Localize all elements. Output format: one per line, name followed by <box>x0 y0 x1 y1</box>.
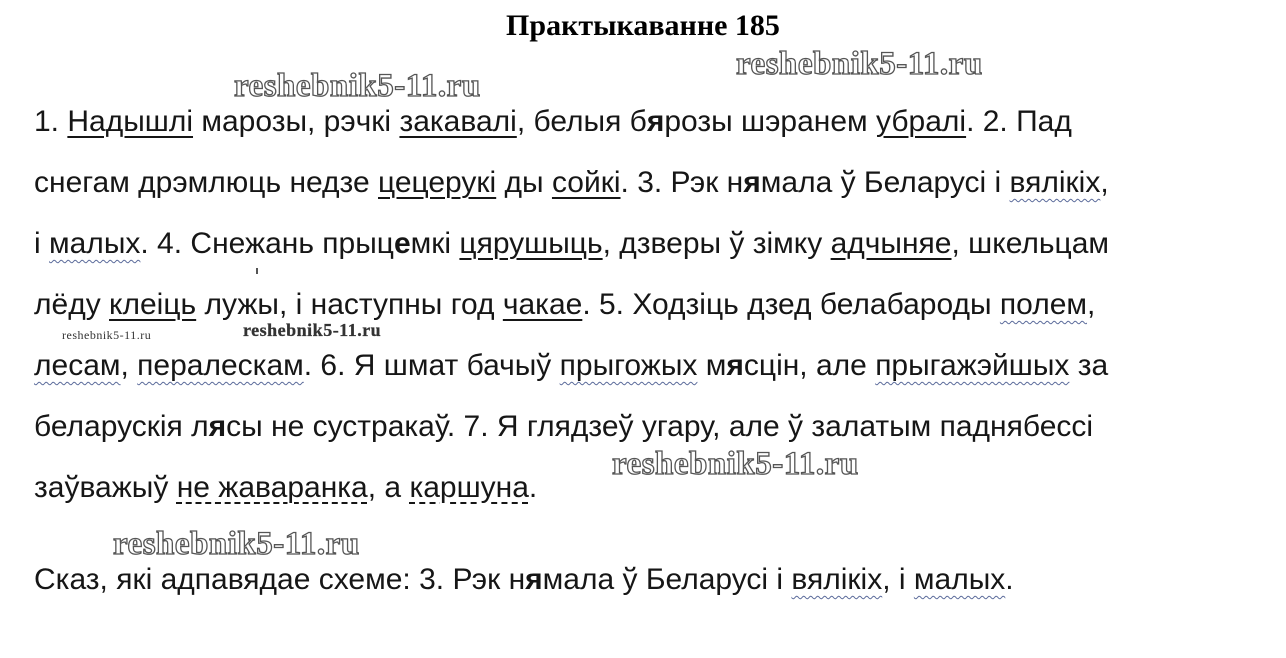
watermark: reshebnik5-11.ru <box>113 526 360 562</box>
text-segment: . 3. Рэк н <box>620 166 744 199</box>
wavy-underlined-word: малых <box>913 563 1006 596</box>
text-segment: , а <box>367 471 410 504</box>
bold-letter: я <box>646 105 665 138</box>
text-segment: марозы, рэчкі <box>193 105 400 138</box>
text-segment: . 5. Ходзіць дзед белабароды <box>582 288 1000 321</box>
text-line-5 <box>34 348 1108 384</box>
text-segment: 1. <box>34 105 68 138</box>
underlined-word: клеіць <box>109 288 197 321</box>
text-line-3 <box>34 226 1109 262</box>
wavy-underlined-word: пералескам <box>137 349 304 382</box>
text-segment: . <box>528 471 538 504</box>
text-segment: . 6. Я шмат бачыў <box>303 349 560 382</box>
bold-letter: я <box>525 563 543 596</box>
underlined-word: цярушыць <box>459 227 603 260</box>
underlined-word: чакае <box>502 288 583 321</box>
watermark: reshebnik5-11.ru <box>234 68 481 104</box>
text-segment: , белыя б <box>516 105 647 138</box>
wavy-underlined-word: лесам <box>34 349 121 382</box>
text-segment: лёду <box>34 288 110 321</box>
text-segment: , <box>1100 166 1109 199</box>
text-segment: , дзверы ў зімку <box>602 227 831 260</box>
text-segment: беларускія л <box>34 410 209 443</box>
text-segment: за <box>1069 349 1109 382</box>
underlined-word: Надышлі <box>67 105 194 138</box>
text-segment: мала ў Беларусі і <box>542 563 792 596</box>
wavy-underlined-word: вялікіх <box>1009 166 1101 199</box>
underlined-word: адчыняе <box>830 227 952 260</box>
dashed-underlined-word: каршуна <box>409 471 529 504</box>
text-segment: . 2. Пад <box>966 105 1072 138</box>
watermark: reshebnik5-11.ru <box>612 446 859 482</box>
text-segment: , і <box>882 563 914 596</box>
wavy-underlined-word: прыгажэйшых <box>875 349 1070 382</box>
text-line-6 <box>34 409 1093 445</box>
answer-line <box>34 562 1014 598</box>
text-segment: Сказ, які адпавядае схеме: 3. Рэк н <box>34 563 526 596</box>
text-segment: заўважыў <box>34 471 177 504</box>
bold-letter: я <box>726 349 744 382</box>
text-segment: лужы, і наступны год <box>196 288 503 321</box>
watermark: reshebnik5-11.ru <box>736 46 983 82</box>
wavy-underlined-word: прыгожых <box>559 349 698 382</box>
text-segment: ды <box>496 166 552 199</box>
wavy-underlined-word: полем <box>999 288 1088 321</box>
exercise-title: Практыкаванне 185 <box>506 9 780 42</box>
text-segment: мкі <box>410 227 460 260</box>
underlined-word: закавалі <box>399 105 517 138</box>
underlined-word: сойкі <box>551 166 621 199</box>
text-segment: сцін, але <box>743 349 876 382</box>
watermark: reshebnik5-11.ru <box>62 328 152 342</box>
text-line-4 <box>34 287 1095 323</box>
text-segment: , <box>120 349 138 382</box>
text-segment: мала ў Беларусі і <box>760 166 1010 199</box>
bold-letter: е <box>393 227 411 260</box>
underlined-word: цецерукі <box>378 166 497 199</box>
text-segment: сы не сустракаў. 7. Я глядзеў угару, але ў залатым паднябессі <box>226 410 1094 443</box>
text-segment: м <box>697 349 727 382</box>
bold-letter: я <box>208 410 227 443</box>
text-segment: , <box>1087 288 1096 321</box>
wavy-underlined-word: вялікіх <box>791 563 883 596</box>
underlined-word: убралі <box>876 105 967 138</box>
text-segment: . <box>1005 563 1014 596</box>
bold-letter: я <box>743 166 761 199</box>
text-line-1 <box>34 104 1072 140</box>
text-line-7 <box>34 470 537 506</box>
text-segment: розы шэранем <box>664 105 877 138</box>
text-line-2 <box>34 165 1109 201</box>
dashed-underlined-word: не жаваранка <box>176 471 368 504</box>
text-segment: снегам дрэмлюць недзе <box>34 166 378 199</box>
text-segment: , шкельцам <box>951 227 1110 260</box>
wavy-underlined-word: малых <box>49 227 141 260</box>
text-segment: і <box>34 227 49 260</box>
text-segment: . 4. Снежань прыц <box>140 227 394 260</box>
watermark: reshebnik5-11.ru <box>243 320 382 340</box>
scan-mark <box>256 268 258 274</box>
